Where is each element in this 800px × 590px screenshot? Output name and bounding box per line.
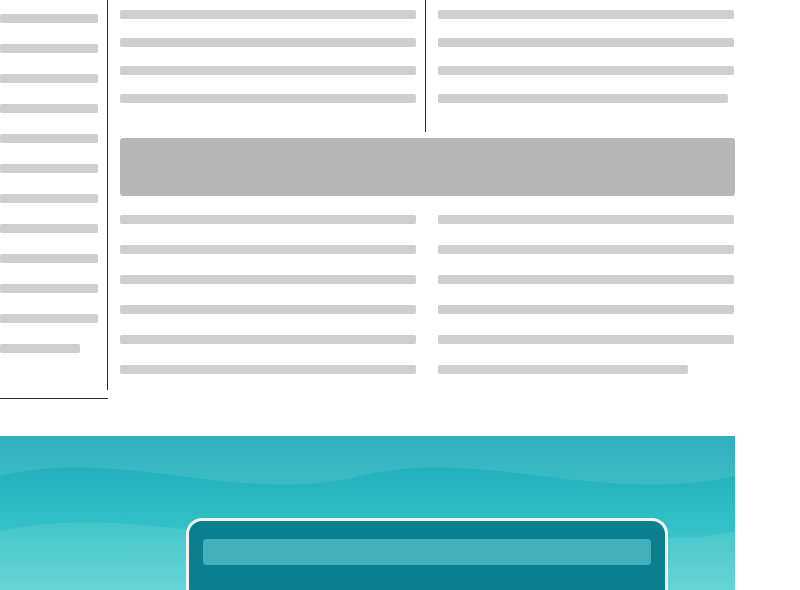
text-line xyxy=(120,215,416,224)
text-line xyxy=(120,335,416,344)
text-line xyxy=(0,74,98,83)
text-line xyxy=(120,38,416,47)
text-line xyxy=(0,344,80,353)
text-line xyxy=(438,335,734,344)
text-line xyxy=(438,275,734,284)
text-line xyxy=(438,245,734,254)
text-line xyxy=(0,134,98,143)
text-line xyxy=(120,94,416,103)
text-line xyxy=(0,44,98,53)
text-line xyxy=(438,10,734,19)
text-line xyxy=(0,104,98,113)
column-rule xyxy=(425,0,426,132)
text-line xyxy=(0,254,98,263)
text-line xyxy=(0,284,98,293)
text-line xyxy=(438,94,728,103)
text-line xyxy=(438,66,734,75)
column-rule xyxy=(107,0,108,390)
text-line xyxy=(0,14,98,23)
text-line xyxy=(438,365,688,374)
text-line xyxy=(438,38,734,47)
article-headline xyxy=(120,138,735,196)
text-line xyxy=(0,224,98,233)
text-line xyxy=(120,10,416,19)
text-line xyxy=(438,305,734,314)
text-line xyxy=(438,215,734,224)
text-line xyxy=(0,194,98,203)
text-line xyxy=(120,245,416,254)
ad-headline-placeholder xyxy=(203,539,651,565)
text-line xyxy=(120,305,416,314)
text-line xyxy=(120,66,416,75)
text-line xyxy=(0,314,98,323)
text-line xyxy=(120,365,416,374)
text-line xyxy=(0,164,98,173)
text-line xyxy=(120,275,416,284)
column-end-rule xyxy=(0,398,108,399)
ad-headline-box xyxy=(186,518,668,590)
